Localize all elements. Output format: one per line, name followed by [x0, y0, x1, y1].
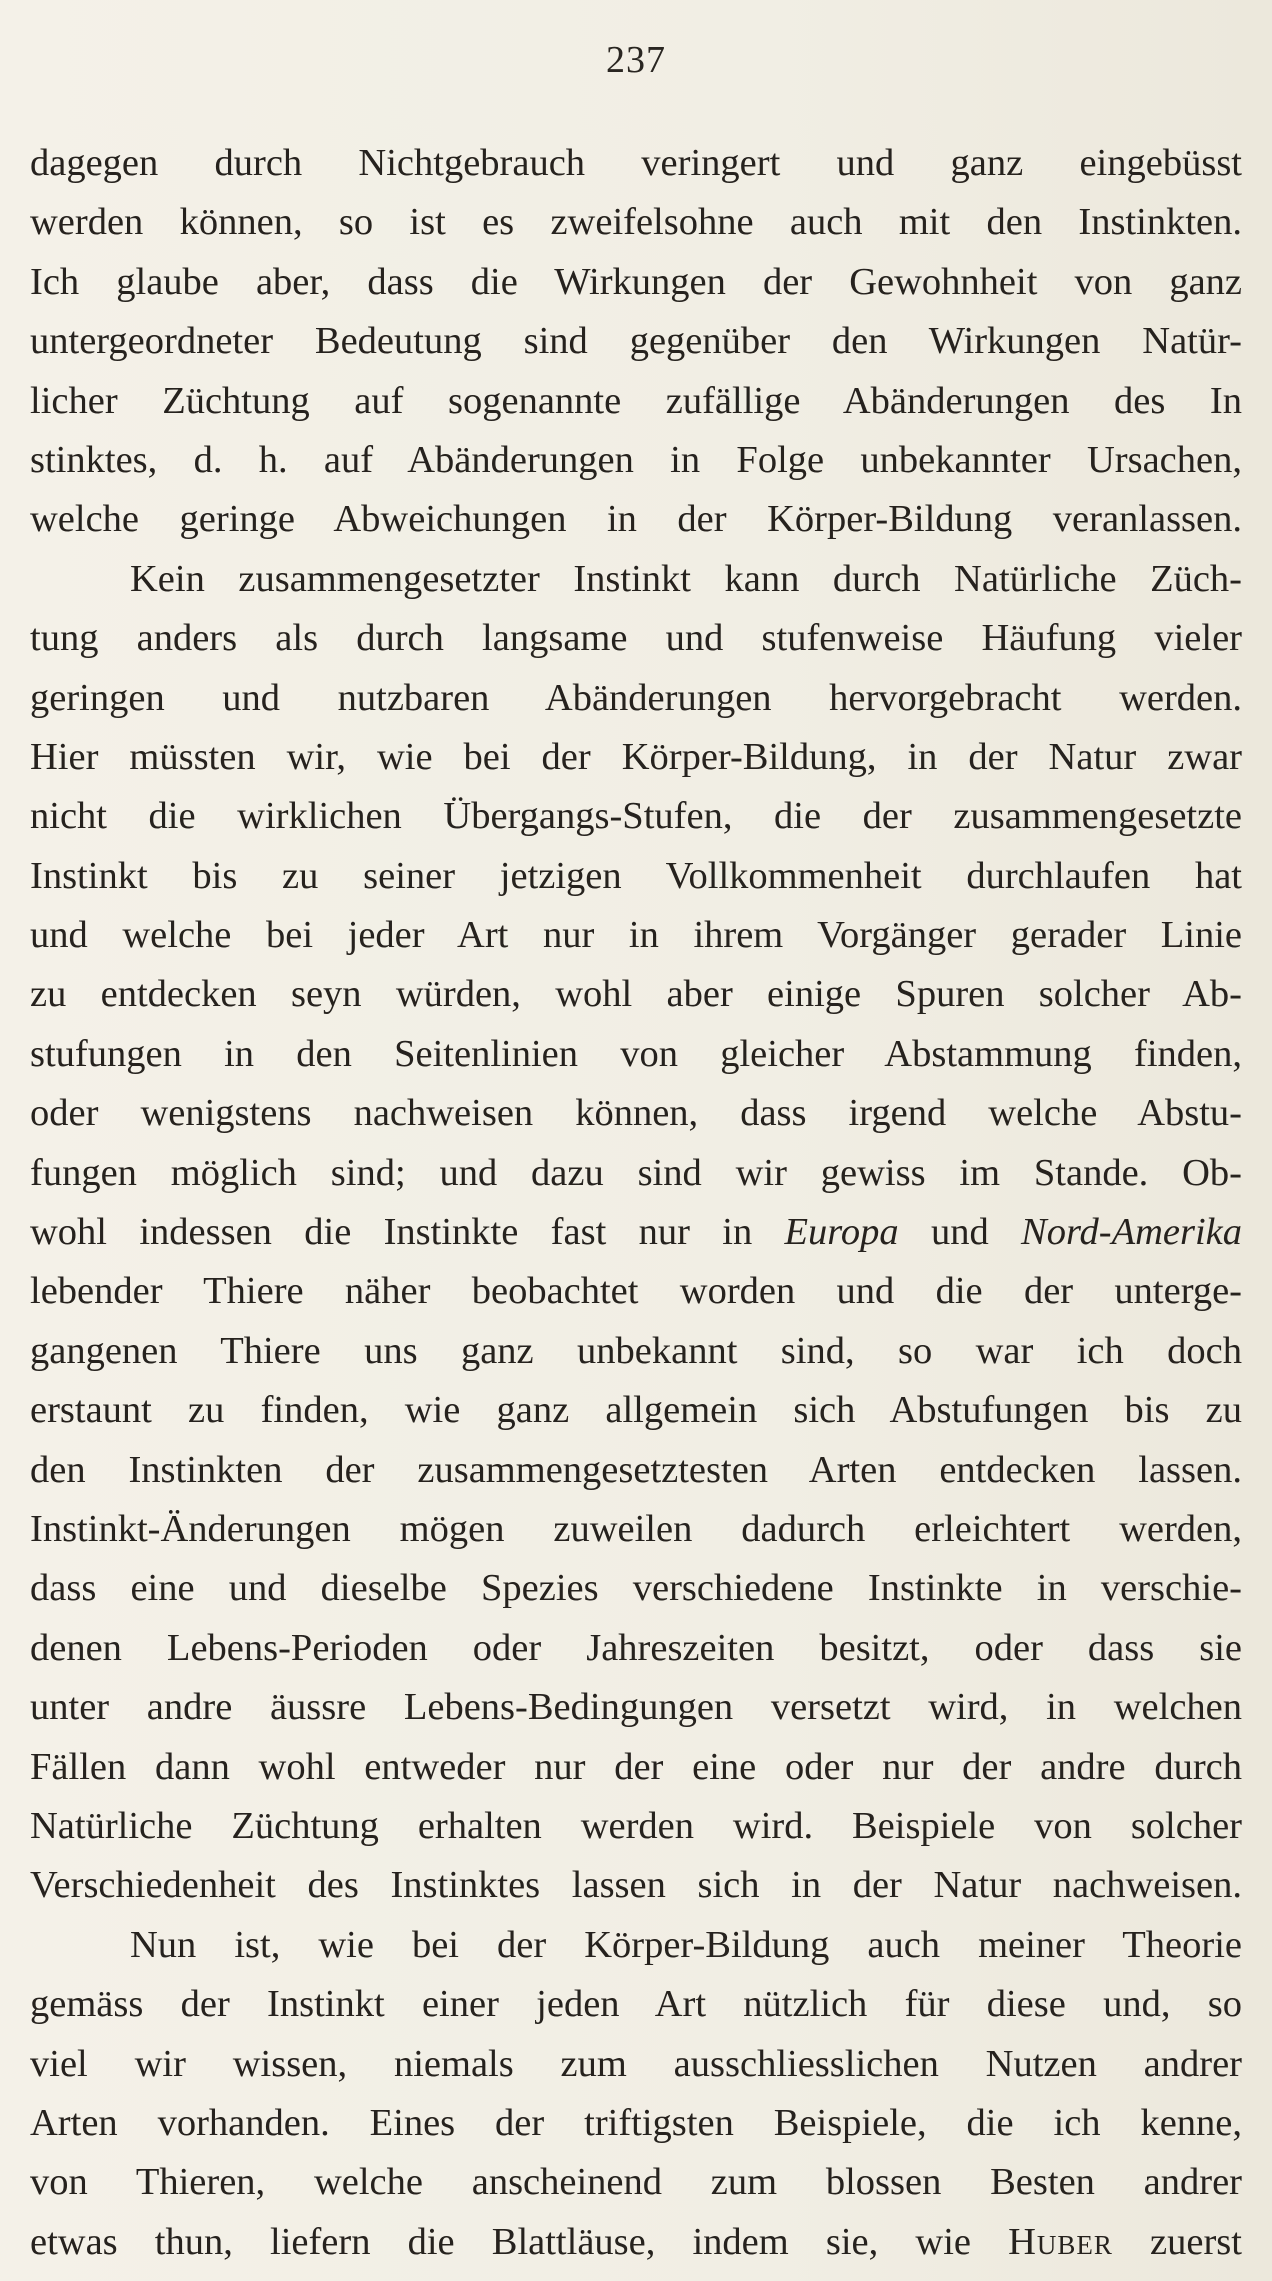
text-line [30, 1559, 1242, 1618]
text-line [30, 312, 1242, 371]
line-text: oder wenigstens nachweisen können, dass irgend welche Abstu- [30, 1092, 1242, 1135]
text-line [30, 1797, 1242, 1856]
line-text: Verschiedenheit des Instinktes lassen sich in der Natur nachweisen. [30, 1864, 1242, 1907]
text-line [30, 134, 1242, 193]
line-text: zu entdecken seyn würden, wohl aber einige Spuren solcher Ab- [30, 973, 1242, 1016]
line-text: lebender Thiere näher beobachtet worden und die der unterge- [30, 1270, 1242, 1313]
line-text: tung anders als durch langsame und stufenweise Häufung vieler [30, 617, 1242, 660]
text-line [30, 1084, 1242, 1143]
line-text: von Thieren, welche anscheinend zum blossen Besten andrer [30, 2161, 1242, 2204]
text-line [30, 787, 1242, 846]
line-text: den Instinkten der zusammengesetztesten Arten entdecken lassen. [30, 1448, 1242, 1491]
line-text: nicht die wirklichen Übergangs-Stufen, die der zusammengesetzte [30, 795, 1242, 838]
text-line [30, 965, 1242, 1024]
text-line [30, 253, 1242, 312]
text-line [30, 1500, 1242, 1559]
italic-text: Nord-Amerika [1021, 1211, 1243, 1254]
line-text: und welche bei jeder Art nur in ihrem Vorgänger gerader Linie [30, 914, 1242, 957]
line-text: etwas thun, liefern die Blattläuse, indem sie, wie [30, 2220, 1009, 2263]
body-text [30, 134, 1242, 2272]
italic-text: Europa [784, 1211, 899, 1254]
line-text: wohl indessen die Instinkte fast nur in [30, 1211, 785, 1254]
text-line [30, 1916, 1242, 1975]
text-line [30, 1381, 1242, 1440]
line-text: untergeordneter Bedeutung sind gegenüber den Wirkungen Natür- [30, 320, 1242, 363]
text-line [30, 1144, 1242, 1203]
text-line [30, 550, 1242, 609]
text-line [30, 1322, 1242, 1381]
text-line [30, 490, 1242, 549]
text-line [30, 2094, 1242, 2153]
line-text: zuerst [1112, 2220, 1242, 2263]
line-text: stinktes, d. h. auf Abänderungen in Folge unbekannter Ursachen, [30, 438, 1242, 481]
line-text: viel wir wissen, niemals zum ausschliesslichen Nutzen andrer [30, 2042, 1242, 2085]
text-line [30, 1441, 1242, 1500]
line-text: dass eine und dieselbe Spezies verschiedene Instinkte in verschie- [30, 1567, 1242, 1610]
line-text: und [898, 1211, 1022, 1254]
paragraph [30, 1916, 1242, 2272]
text-line [30, 609, 1242, 668]
line-text: welche geringe Abweichungen in der Körper-Bildung veranlassen. [30, 498, 1242, 541]
line-text: Hier müssten wir, wie bei der Körper-Bildung, in der Natur zwar [30, 735, 1242, 778]
line-text: geringen und nutzbaren Abänderungen hervorgebracht werden. [30, 676, 1242, 719]
line-text: gangenen Thiere uns ganz unbekannt sind, so war ich doch [30, 1329, 1242, 1372]
text-line [30, 2213, 1242, 2272]
line-text: Ich glaube aber, dass die Wirkungen der Gewohnheit von ganz [30, 260, 1242, 303]
text-line [30, 906, 1242, 965]
line-text: stufungen in den Seitenlinien von gleicher Abstammung finden, [30, 1032, 1242, 1075]
text-line [30, 372, 1242, 431]
text-line [30, 1738, 1242, 1797]
text-line [30, 1975, 1242, 2034]
text-line [30, 1856, 1242, 1915]
text-line [30, 1203, 1242, 1262]
line-text: licher Züchtung auf sogenannte zufällige Abänderungen des In [30, 379, 1242, 422]
line-text: Instinkt-Änderungen mögen zuweilen dadurch erleichtert werden, [30, 1507, 1242, 1550]
line-text: dagegen durch Nichtgebrauch veringert und ganz eingebüsst [30, 142, 1242, 184]
text-line [30, 728, 1242, 787]
page-number: 237 [606, 39, 666, 81]
text-line [30, 847, 1242, 906]
line-text: Instinkt bis zu seiner jetzigen Vollkommenheit durchlaufen hat [30, 854, 1242, 897]
line-text: Arten vorhanden. Eines der triftigsten Beispiele, die ich kenne, [30, 2101, 1242, 2144]
text-line [30, 1678, 1242, 1737]
line-text: Fällen dann wohl entweder nur der eine oder nur der andre durch [30, 1745, 1242, 1788]
line-text: werden können, so ist es zweifelsohne auch mit den Instinkten. [30, 201, 1242, 244]
line-text: fungen möglich sind; und dazu sind wir gewiss im Stande. Ob- [30, 1151, 1242, 1194]
text-line [30, 1025, 1242, 1084]
text-line [30, 193, 1242, 252]
text-line [30, 2153, 1242, 2212]
paragraph [30, 134, 1242, 550]
text-line [30, 431, 1242, 490]
text-line [30, 1619, 1242, 1678]
text-line [30, 1262, 1242, 1321]
line-text: Nun ist, wie bei der Körper-Bildung auch meiner Theorie [130, 1923, 1242, 1966]
line-text: Kein zusammengesetzter Instinkt kann durch Natürliche Züch- [130, 557, 1242, 600]
line-text: unter andre äussre Lebens-Bedingungen versetzt wird, in welchen [30, 1686, 1242, 1729]
line-text: erstaunt zu finden, wie ganz allgemein sich Abstufungen bis zu [30, 1389, 1242, 1432]
line-text: denen Lebens-Perioden oder Jahreszeiten besitzt, oder dass sie [30, 1626, 1242, 1669]
text-line [30, 669, 1242, 728]
paragraph [30, 550, 1242, 1916]
small-caps-text: Huber [1008, 2220, 1113, 2263]
line-text: gemäss der Instinkt einer jeden Art nützlich für diese und, so [30, 1983, 1242, 2026]
line-text: Natürliche Züchtung erhalten werden wird. Beispiele von solcher [30, 1804, 1242, 1847]
text-line [30, 2035, 1242, 2094]
